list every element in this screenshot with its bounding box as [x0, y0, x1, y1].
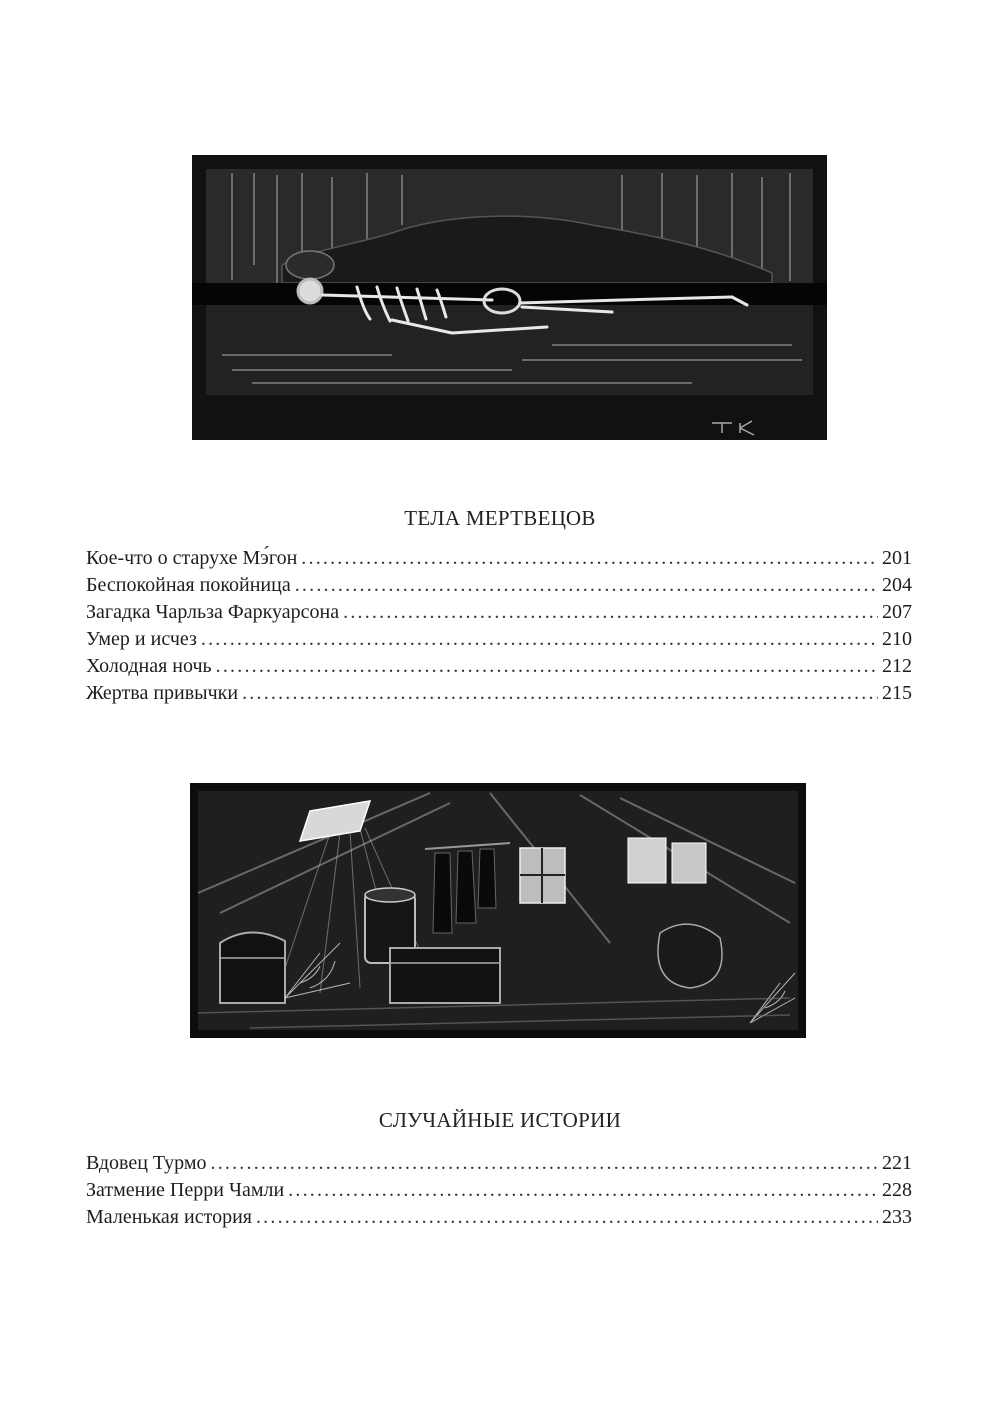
section-title: ТЕЛА МЕРТВЕЦОВ — [404, 506, 596, 530]
dot-leader — [256, 1204, 878, 1231]
section-title: СЛУЧАЙНЫЕ ИСТОРИИ — [378, 1108, 622, 1132]
dot-leader — [343, 599, 878, 626]
toc-page-number: 228 — [882, 1179, 912, 1201]
toc-page-number: 201 — [882, 547, 912, 569]
dot-leader — [201, 626, 878, 653]
toc-entry[interactable] — [86, 680, 912, 707]
dot-leader — [301, 545, 878, 572]
dot-leader — [242, 680, 878, 707]
toc-entry-title: Затмение Перри Чамли — [86, 1179, 285, 1201]
toc-page-number: 212 — [882, 655, 912, 677]
toc-entry[interactable] — [86, 1150, 912, 1177]
toc-entry-title: Беспокойная покойница — [86, 574, 291, 596]
toc-entry-title: Вдовец Турмо — [86, 1152, 207, 1174]
toc-entry-title: Загадка Чарльза Фаркуарсона — [86, 601, 340, 623]
toc-page-number: 233 — [882, 1206, 912, 1228]
toc-entry-title: Маленькая история — [86, 1206, 252, 1228]
toc-page-number: 204 — [882, 574, 912, 596]
toc-entry[interactable] — [86, 599, 912, 626]
toc-entry[interactable] — [86, 545, 912, 572]
dot-leader — [211, 1150, 879, 1177]
toc-entry[interactable] — [86, 572, 912, 599]
toc-entry[interactable] — [86, 1204, 912, 1231]
toc-entry-title: Кое-что о старухе Мэ́гон — [86, 547, 298, 569]
illustration-skeleton-coffin — [192, 155, 827, 440]
toc-entry[interactable] — [86, 653, 912, 680]
toc-page-number: 210 — [882, 628, 912, 650]
toc-entry[interactable] — [86, 626, 912, 653]
toc-page-number: 221 — [882, 1152, 912, 1174]
toc-page-number: 207 — [882, 601, 912, 623]
toc-page-number: 215 — [882, 682, 912, 704]
toc-entry[interactable] — [86, 1177, 912, 1204]
toc-list — [86, 1150, 912, 1231]
toc-list — [86, 545, 912, 707]
dot-leader — [216, 653, 878, 680]
toc-entry-title: Жертва привычки — [86, 682, 239, 704]
dot-leader — [295, 572, 878, 599]
toc-entry-title: Умер и исчез — [86, 628, 197, 650]
illustration-attic — [190, 783, 806, 1038]
toc-entry-title: Холодная ночь — [86, 655, 212, 677]
dot-leader — [288, 1177, 878, 1204]
